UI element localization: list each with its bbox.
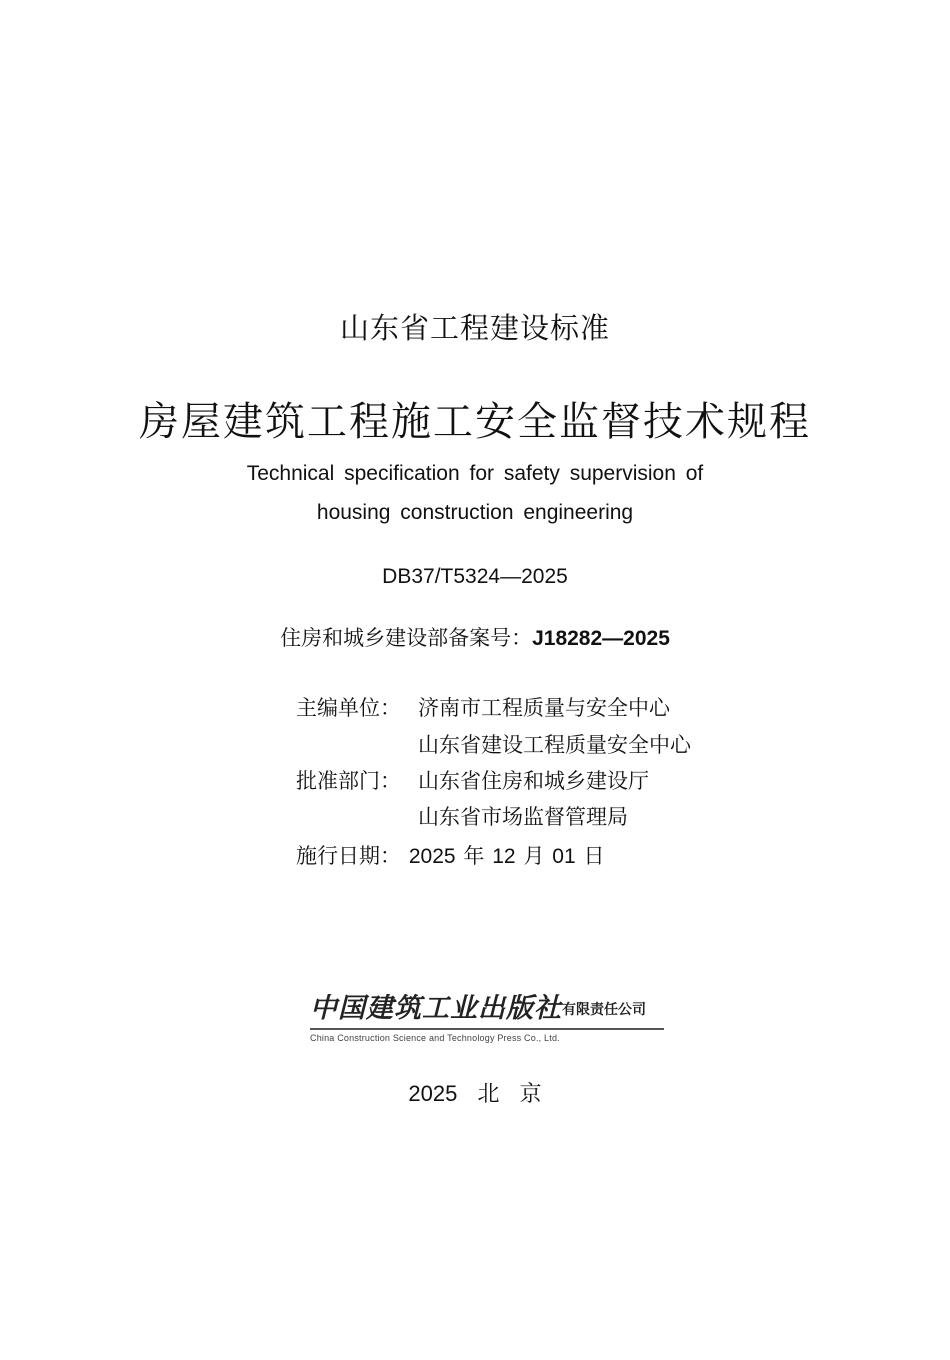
standard-number: DB37/T5324—2025 [382,565,568,588]
publisher-logo [310,992,664,1050]
chief-editor-label: 主编单位： [296,697,401,720]
approval-department: 山东省住房和城乡建设厅 [418,770,649,793]
record-number-line [0,622,950,652]
english-title-line-1: Technical specification for safety supervision of [246,462,704,485]
publisher-logo-rule [310,1028,664,1030]
effective-year-unit: 年 [463,845,485,868]
chief-editor-unit: 山东省建设工程质量安全中心 [418,734,691,757]
approval-department: 山东省市场监督管理局 [418,806,628,829]
publisher-logo-name: 中国建筑工业出版社 [310,993,562,1024]
approval-label: 批准部门： [296,770,401,793]
effective-day-unit: 日 [583,845,605,868]
english-title-line-2: housing construction engineering [316,501,634,524]
publisher-logo-chinese [310,992,664,1026]
publisher-logo-english: China Construction Science and Technology Press Co., Ltd. [310,1033,560,1043]
effective-year: 2025 [408,845,456,868]
publisher-logo-suffix: 有限责任公司 [562,1002,646,1018]
imprint-year: 2025 [408,1081,458,1106]
main-title: 房屋建筑工程施工安全监督技术规程 [139,400,811,444]
record-number-value: J18282—2025 [532,627,670,650]
effective-month: 12 [492,845,516,868]
imprint-line [0,1077,950,1108]
effective-date-line [296,840,605,870]
effective-day: 01 [552,845,576,868]
effective-month-unit: 月 [523,845,545,868]
imprint-city: 北 京 [477,1081,542,1106]
record-number-label: 住房和城乡建设部备案号： [280,627,533,650]
chief-editor-unit: 济南市工程质量与安全中心 [418,697,670,720]
effective-date-label: 施行日期： [296,845,401,868]
series-title: 山东省工程建设标准 [339,313,610,345]
